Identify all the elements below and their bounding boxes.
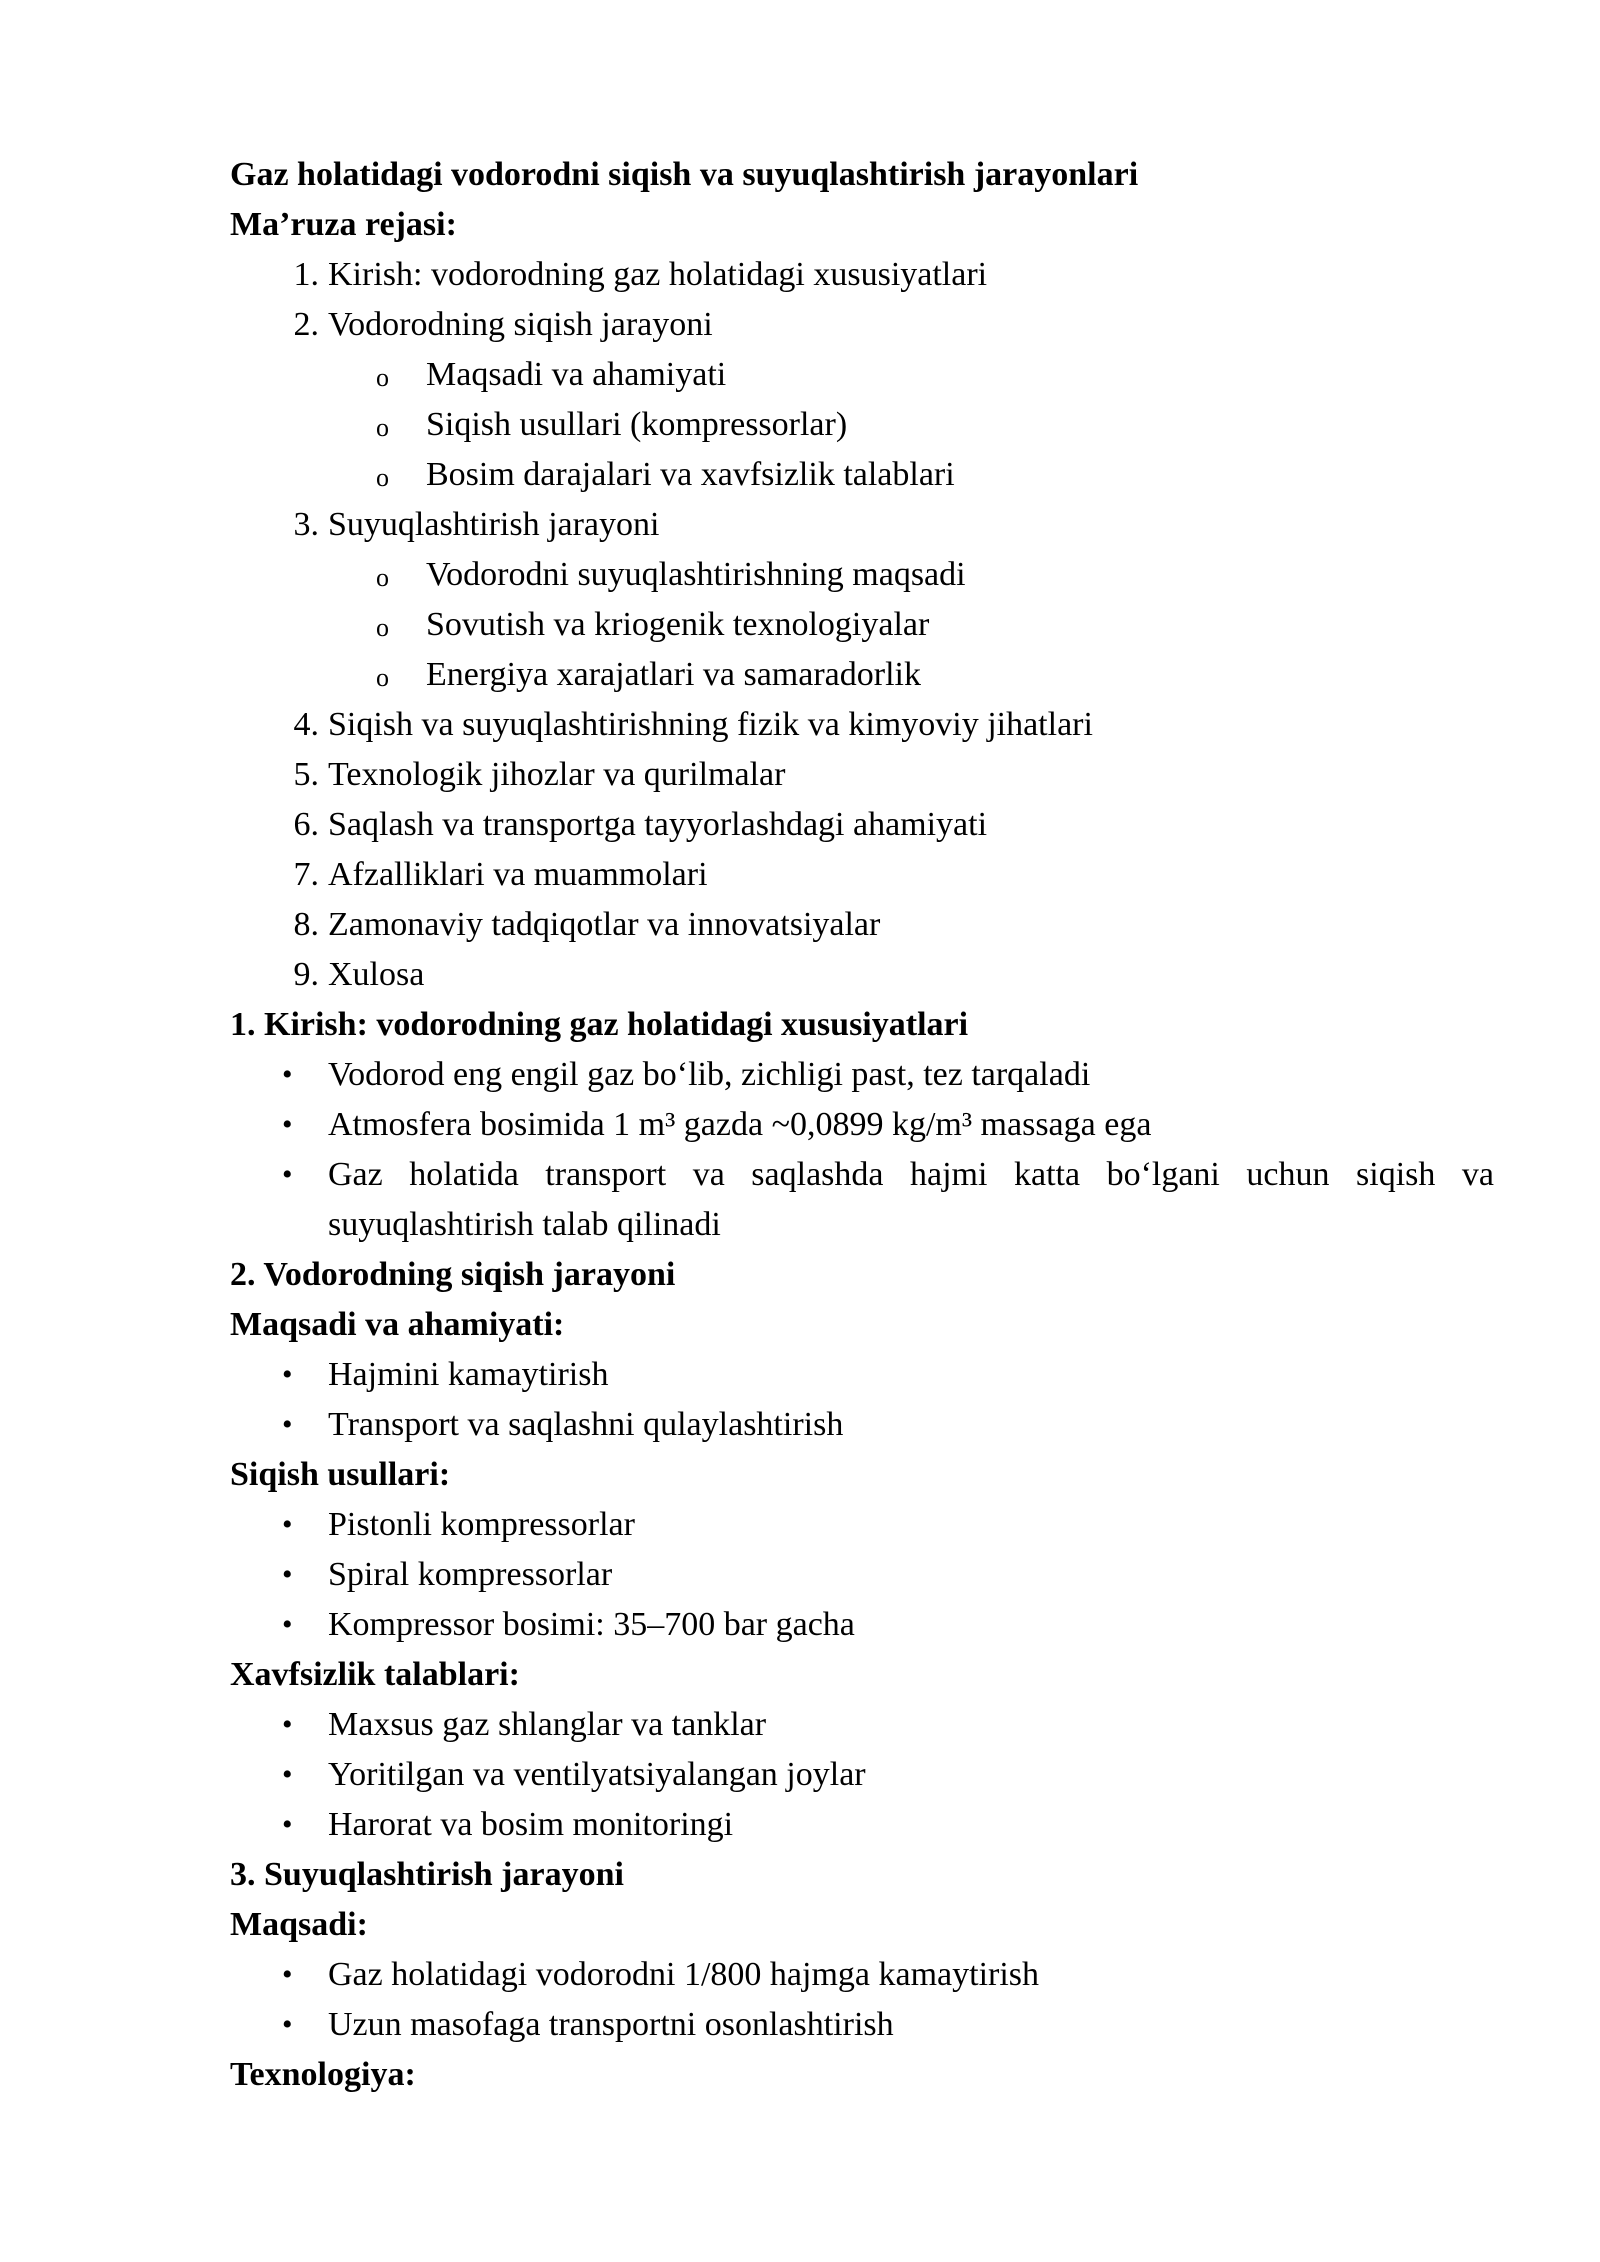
section-heading: 2. Vodorodning siqish jarayoni bbox=[230, 1256, 676, 1293]
bullet-item bbox=[230, 1150, 1494, 1250]
section-heading: 1. Kirish: vodorodning gaz holatidagi xususiyatlari bbox=[230, 1006, 969, 1043]
bullet-marker: • bbox=[282, 1708, 293, 1741]
section-heading: Maqsadi: bbox=[230, 1906, 368, 1943]
bullet-list bbox=[230, 1350, 1494, 1450]
sub-bullet-marker: o bbox=[376, 463, 389, 492]
bullet-marker: • bbox=[282, 1358, 293, 1391]
plan-item-text: Afzalliklari va muammolari bbox=[328, 856, 708, 893]
bullet-item-text: Maxsus gaz shlanglar va tanklar bbox=[328, 1706, 767, 1743]
sub-bullet-marker: o bbox=[376, 413, 389, 442]
plan-subitem-text: Vodorodni suyuqlashtirishning maqsadi bbox=[426, 556, 966, 593]
bullet-item bbox=[230, 1950, 1494, 2000]
bullet-marker: • bbox=[282, 1608, 293, 1641]
bullet-item-text: Vodorod eng engil gaz bo‘lib, zichligi past, tez tarqaladi bbox=[328, 1056, 1091, 1093]
bullet-marker: • bbox=[282, 1408, 293, 1441]
bullet-list bbox=[230, 1700, 1494, 1850]
plan-item-number: 2. bbox=[293, 306, 319, 343]
plan-item-number: 3. bbox=[293, 506, 319, 543]
bullet-marker: • bbox=[282, 1508, 293, 1541]
plan-item bbox=[230, 700, 1494, 750]
bullet-item bbox=[230, 1100, 1494, 1150]
document-page bbox=[230, 150, 1494, 2100]
bullet-item-text: Harorat va bosim monitoringi bbox=[328, 1806, 734, 1843]
sub-bullet-marker: o bbox=[376, 363, 389, 392]
bullet-item bbox=[230, 1800, 1494, 1850]
bullet-item bbox=[230, 1500, 1494, 1550]
plan-item bbox=[230, 950, 1494, 1000]
plan-item-number: 4. bbox=[293, 706, 319, 743]
bullet-marker: • bbox=[282, 2008, 293, 2041]
plan-item-number: 5. bbox=[293, 756, 319, 793]
bullet-item bbox=[230, 1750, 1494, 1800]
plan-item bbox=[230, 750, 1494, 800]
plan-subitem-text: Siqish usullari (kompressorlar) bbox=[426, 406, 848, 443]
plan-subitem bbox=[230, 650, 1494, 700]
plan-subitem bbox=[230, 600, 1494, 650]
bullet-item bbox=[230, 1050, 1494, 1100]
plan-subitem-text: Sovutish va kriogenik texnologiyalar bbox=[426, 606, 930, 643]
sub-bullet-marker: o bbox=[376, 663, 389, 692]
bullet-item bbox=[230, 1350, 1494, 1400]
bullet-item-text: Kompressor bosimi: 35–700 bar gacha bbox=[328, 1606, 855, 1643]
plan-subitem-text: Maqsadi va ahamiyati bbox=[426, 356, 727, 393]
plan-sublist bbox=[230, 550, 1494, 700]
plan-subitems-wrapper bbox=[230, 350, 1494, 500]
bullet-marker: • bbox=[282, 1808, 293, 1841]
plan-item bbox=[230, 250, 1494, 300]
section-heading: Texnologiya: bbox=[230, 2056, 416, 2093]
plan-subitem-text: Energiya xarajatlari va samaradorlik bbox=[426, 656, 921, 693]
plan-item-text: Texnologik jihozlar va qurilmalar bbox=[328, 756, 786, 793]
bullet-item-text: Gaz holatida transport va saqlashda hajmi katta bo‘lgani uchun siqish va suyuqlashtirish talab qilinadi bbox=[328, 1156, 1494, 1243]
bullet-list bbox=[230, 1050, 1494, 1250]
plan-item-number: 9. bbox=[293, 956, 319, 993]
section-heading: Xavfsizlik talablari: bbox=[230, 1656, 520, 1693]
bullet-item bbox=[230, 2000, 1494, 2050]
bullet-item bbox=[230, 1700, 1494, 1750]
plan-subitems-wrapper bbox=[230, 550, 1494, 700]
bullet-item-text: Uzun masofaga transportni osonlashtirish bbox=[328, 2006, 894, 2043]
bullet-marker: • bbox=[282, 1108, 293, 1141]
plan-heading: Ma’ruza rejasi: bbox=[230, 206, 457, 243]
plan-item-text: Suyuqlashtirish jarayoni bbox=[328, 506, 660, 543]
plan-item-number: 8. bbox=[293, 906, 319, 943]
bullet-item-text: Pistonli kompressorlar bbox=[328, 1506, 635, 1543]
plan-subitem-text: Bosim darajalari va xavfsizlik talablari bbox=[426, 456, 955, 493]
plan-item-text: Zamonaviy tadqiqotlar va innovatsiyalar bbox=[328, 906, 881, 943]
section-heading: Siqish usullari: bbox=[230, 1456, 451, 1493]
plan-subitem bbox=[230, 550, 1494, 600]
plan-item-number: 7. bbox=[293, 856, 319, 893]
plan-item-number: 6. bbox=[293, 806, 319, 843]
bullet-item bbox=[230, 1400, 1494, 1450]
bullet-list bbox=[230, 1950, 1494, 2050]
section-heading: Maqsadi va ahamiyati: bbox=[230, 1306, 565, 1343]
plan-item bbox=[230, 800, 1494, 850]
plan-item-text: Siqish va suyuqlashtirishning fizik va kimyoviy jihatlari bbox=[328, 706, 1093, 743]
plan-item-text: Xulosa bbox=[328, 956, 425, 993]
bullet-item-text: Gaz holatidagi vodorodni 1/800 hajmga kamaytirish bbox=[328, 1956, 1040, 1993]
plan-subitem bbox=[230, 350, 1494, 400]
section-heading: 3. Suyuqlashtirish jarayoni bbox=[230, 1856, 624, 1893]
sub-bullet-marker: o bbox=[376, 563, 389, 592]
plan-list bbox=[230, 250, 1494, 1000]
document-body bbox=[230, 1000, 1494, 2100]
plan-item bbox=[230, 500, 1494, 550]
bullet-item bbox=[230, 1600, 1494, 1650]
plan-item bbox=[230, 300, 1494, 350]
bullet-item-text: Yoritilgan va ventilyatsiyalangan joylar bbox=[328, 1756, 866, 1793]
bullet-marker: • bbox=[282, 1958, 293, 1991]
bullet-marker: • bbox=[282, 1758, 293, 1791]
plan-item-number: 1. bbox=[293, 256, 319, 293]
plan-item bbox=[230, 850, 1494, 900]
plan-item-text: Kirish: vodorodning gaz holatidagi xususiyatlari bbox=[328, 256, 988, 293]
plan-sublist bbox=[230, 350, 1494, 500]
bullet-marker: • bbox=[282, 1158, 293, 1191]
plan-item-text: Vodorodning siqish jarayoni bbox=[328, 306, 713, 343]
sub-bullet-marker: o bbox=[376, 613, 389, 642]
plan-item bbox=[230, 900, 1494, 950]
bullet-list bbox=[230, 1500, 1494, 1650]
bullet-marker: • bbox=[282, 1058, 293, 1091]
plan-item-text: Saqlash va transportga tayyorlashdagi ahamiyati bbox=[328, 806, 988, 843]
bullet-item-text: Hajmini kamaytirish bbox=[328, 1356, 609, 1393]
bullet-item-text: Spiral kompressorlar bbox=[328, 1556, 613, 1593]
bullet-item-text: Transport va saqlashni qulaylashtirish bbox=[328, 1406, 844, 1443]
document-title: Gaz holatidagi vodorodni siqish va suyuqlashtirish jarayonlari bbox=[230, 156, 1139, 193]
bullet-marker: • bbox=[282, 1558, 293, 1591]
bullet-item bbox=[230, 1550, 1494, 1600]
plan-subitem bbox=[230, 450, 1494, 500]
plan-subitem bbox=[230, 400, 1494, 450]
bullet-item-text: Atmosfera bosimida 1 m³ gazda ~0,0899 kg/m³ massaga ega bbox=[328, 1106, 1152, 1143]
